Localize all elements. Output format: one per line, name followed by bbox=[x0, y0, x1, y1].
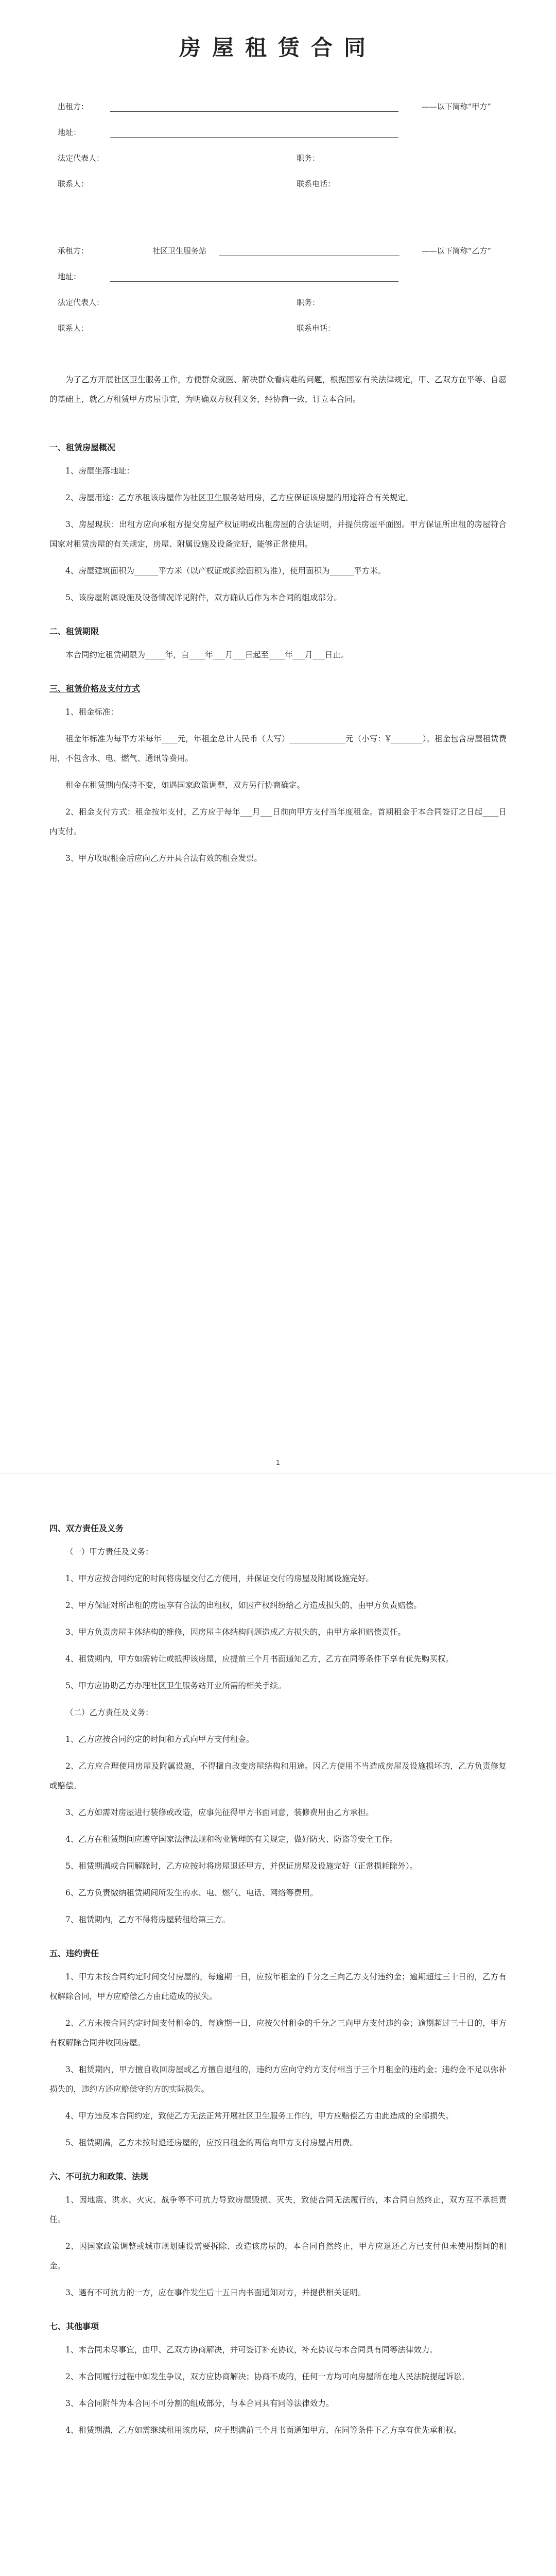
section-4-b6: 6、乙方负责缴纳租赁期间所发生的水、电、燃气、电话、网络等费用。 bbox=[65, 1888, 318, 1897]
section-1-p1: 1、房屋坐落地址： bbox=[65, 466, 134, 476]
section-4-a5: 5、甲方应协助乙方办理社区卫生服务站开业所需的相关手续。 bbox=[65, 1681, 286, 1690]
section-3-p4: 2、租金支付方式：租金按年支付，乙方应于每年___月___日前向甲方支付当年度租金。首期租金于本合同签订之日起____日内支付。 bbox=[49, 807, 507, 836]
section-3-p1: 1、租金标准： bbox=[65, 707, 118, 717]
section-1-p2: 2、房屋用途：乙方承租该房屋作为社区卫生服务站用房，乙方应保证该房屋的用途符合有关规定。 bbox=[65, 493, 414, 502]
section-7-p3: 3、本合同附件为本合同不可分割的组成部分，与本合同具有同等法律效力。 bbox=[65, 2399, 334, 2408]
party-a-address-line[interactable] bbox=[110, 137, 398, 138]
section-4-title: 四、双方责任及义务 bbox=[49, 1523, 124, 1533]
party-a-address-label: 地址： bbox=[58, 128, 81, 137]
party-b-position-label: 职务： bbox=[297, 298, 320, 307]
party-a-phone-label: 联系电话： bbox=[297, 179, 336, 189]
party-a-contact-label: 联系人： bbox=[58, 179, 89, 189]
section-3-p5: 3、甲方收取租金后应向乙方开具合法有效的租金发票。 bbox=[65, 854, 262, 863]
section-1-p4: 4、房屋建筑面积为______平方米（以产权证或测绘面积为准），使用面积为______平方米。 bbox=[65, 566, 386, 575]
party-a-name-line[interactable] bbox=[110, 111, 398, 112]
section-4-a4: 4、租赁期内，甲方如需转让或抵押该房屋，应提前三个月书面通知乙方，乙方在同等条件下享有优先购买权。 bbox=[65, 1654, 454, 1664]
party-b-legal-rep-label: 法定代表人： bbox=[58, 298, 105, 307]
section-4-a2: 2、甲方保证对所出租的房屋享有合法的出租权，如因产权纠纷给乙方造成损失的，由甲方负责赔偿。 bbox=[65, 1601, 422, 1610]
section-4-b2: 2、乙方应合理使用房屋及附属设施，不得擅自改变房屋结构和用途。因乙方使用不当造成房屋及设施损坏的，乙方负责修复或赔偿。 bbox=[49, 1761, 507, 1790]
party-b-address-label: 地址： bbox=[58, 272, 81, 281]
section-5-p1: 1、甲方未按合同约定时间交付房屋的，每逾期一日，应按年租金的千分之三向乙方支付违约金；逾期超过三十日的，乙方有权解除合同，甲方应赔偿乙方由此造成的损失。 bbox=[49, 1972, 507, 2001]
section-5-title: 五、违约责任 bbox=[49, 1948, 99, 1958]
section-6-p2: 2、因国家政策调整或城市规划建设需要拆除、改造该房屋的，本合同自然终止，甲方应退还乙方已支付但未使用期间的租金。 bbox=[49, 2242, 507, 2270]
party-b-contact-label: 联系人： bbox=[58, 324, 89, 333]
party-a-legal-rep-label: 法定代表人： bbox=[58, 154, 105, 163]
section-7-p2: 2、本合同履行过程中如发生争议，双方应协商解决；协商不成的，任何一方均可向房屋所在地人民法院提起诉讼。 bbox=[65, 2372, 470, 2381]
section-1-p5: 5、该房屋附属设施及设备情况详见附件，双方确认后作为本合同的组成部分。 bbox=[65, 593, 342, 602]
party-b-address-line[interactable] bbox=[110, 281, 398, 282]
section-6-p1: 1、因地震、洪水、火灾、战争等不可抗力导致房屋毁损、灭失，致使合同无法履行的，本合同自然终止，双方互不承担责任。 bbox=[49, 2195, 507, 2224]
section-7-title: 七、其他事项 bbox=[49, 2321, 99, 2331]
party-b-label: 承租方： bbox=[58, 246, 89, 256]
section-5-p4: 4、甲方违反本合同约定，致使乙方无法正常开展社区卫生服务工作的，甲方应赔偿乙方由此造成的全部损失。 bbox=[65, 2111, 454, 2121]
party-b-note: ——以下简称“乙方” bbox=[421, 246, 491, 256]
page-number-1: 1 bbox=[276, 1459, 280, 1466]
party-b-block bbox=[49, 238, 507, 341]
section-4-b5: 5、租赁期满或合同解除时，乙方应按时将房屋退还甲方，并保证房屋及设施完好（正常损耗除外）。 bbox=[65, 1861, 418, 1871]
contract-title: 房屋租赁合同 bbox=[179, 35, 377, 60]
section-4-a3: 3、甲方负责房屋主体结构的维修，因房屋主体结构问题造成乙方损失的，由甲方承担赔偿责任。 bbox=[65, 1628, 406, 1637]
section-5-p2: 2、乙方未按合同约定时间支付租金的，每逾期一日，应按欠付租金的千分之三向甲方支付违约金；逾期超过三十日的，甲方有权解除合同并收回房屋。 bbox=[49, 2019, 507, 2047]
section-5-p3: 3、租赁期内，甲方擅自收回房屋或乙方擅自退租的，违约方应向守约方支付相当于三个月租金的违约金；违约金不足以弥补损失的，违约方还应赔偿守约方的实际损失。 bbox=[49, 2065, 507, 2094]
party-a-note: ——以下简称“甲方” bbox=[421, 102, 491, 111]
section-7-p4: 4、租赁期满，乙方如需继续租用该房屋，应于期满前三个月书面通知甲方，在同等条件下乙方享有优先承租权。 bbox=[65, 2426, 462, 2435]
section-6-p3: 3、遇有不可抗力的一方，应在事件发生后十五日内书面通知对方，并提供相关证明。 bbox=[65, 2288, 366, 2297]
section-3-p2: 租金年标准为每平方米每年____元，年租金总计人民币（大写）______________元（小写：¥________）。租金包含房屋租赁费用，不包含水、电、燃气、通讯等费用。 bbox=[49, 734, 507, 763]
section-4-b1: 1、乙方应按合同约定的时间和方式向甲方支付租金。 bbox=[65, 1735, 254, 1744]
section-2-p1: 本合同约定租赁期限为_____年，自____年___月___日起至____年___月___日止。 bbox=[65, 650, 349, 659]
section-1-p3: 3、房屋现状：出租方应向承租方提交房屋产权证明或出租房屋的合法证明，并提供房屋平面图。甲方保证所出租的房屋符合国家对租赁房屋的有关规定，房屋、附属设施及设备完好，能够正常使用。 bbox=[49, 520, 507, 549]
party-b-name: 社区卫生服务站 bbox=[152, 246, 207, 256]
section-6-title: 六、不可抗力和政策、法规 bbox=[49, 2172, 149, 2181]
section-4-b-heading: （二）乙方责任及义务： bbox=[65, 1708, 153, 1717]
party-a-label: 出租方： bbox=[58, 102, 89, 111]
section-4-a1: 1、甲方应按合同约定的时间将房屋交付乙方使用，并保证交付的房屋及附属设施完好。 bbox=[65, 1574, 374, 1583]
section-7-p1: 1、本合同未尽事宜，由甲、乙双方协商解决，并可签订补充协议，补充协议与本合同具有同等法律效力。 bbox=[65, 2345, 438, 2354]
section-4-b3: 3、乙方如需对房屋进行装修或改造，应事先征得甲方书面同意，装修费用由乙方承担。 bbox=[65, 1808, 374, 1817]
section-4-b7: 7、租赁期内，乙方不得将房屋转租给第三方。 bbox=[65, 1915, 230, 1924]
party-a-block bbox=[49, 94, 507, 197]
section-2-title: 二、租赁期限 bbox=[49, 626, 99, 636]
section-5-p5: 5、租赁期满，乙方未按时退还房屋的，应按日租金的两倍向甲方支付房屋占用费。 bbox=[65, 2138, 358, 2147]
party-b-phone-label: 联系电话： bbox=[297, 324, 336, 333]
section-1-title: 一、租赁房屋概况 bbox=[49, 443, 116, 452]
section-4-a-heading: （一）甲方责任及义务： bbox=[65, 1547, 153, 1556]
section-4-b4: 4、乙方在租赁期间应遵守国家法律法规和物业管理的有关规定，做好防火、防盗等安全工作。 bbox=[65, 1835, 398, 1844]
party-a-position-label: 职务： bbox=[297, 154, 320, 163]
intro-paragraph: 为了乙方开展社区卫生服务工作，方便群众就医、解决群众看病难的问题，根据国家有关法律规定，甲、乙双方在平等、自愿的基础上，就乙方租赁甲方房屋事宜，为明确双方权利义务，经协商一致，订立本合同。 bbox=[49, 375, 507, 404]
section-3-title: 三、租赁价格及支付方式 bbox=[49, 684, 141, 693]
document-page-2 bbox=[0, 1473, 556, 2576]
section-3-p3: 租金在租赁期内保持不变，如遇国家政策调整，双方另行协商确定。 bbox=[65, 781, 305, 790]
